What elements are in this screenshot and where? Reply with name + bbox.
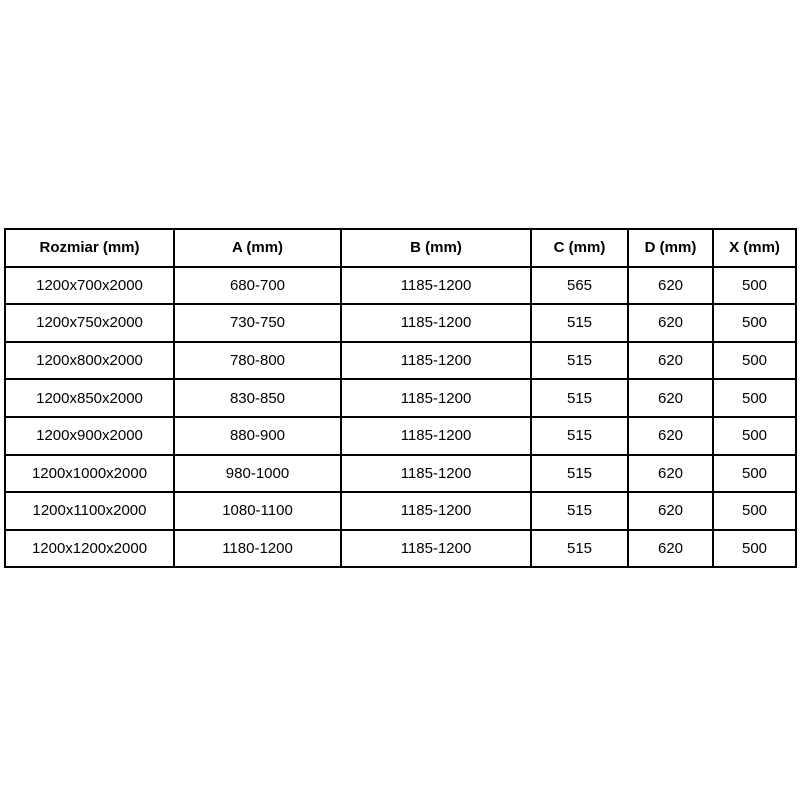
- column-header: B (mm): [341, 229, 531, 267]
- table-cell: 515: [531, 417, 628, 455]
- column-header: X (mm): [713, 229, 796, 267]
- header-row: [5, 229, 796, 267]
- table-cell: 500: [713, 379, 796, 417]
- table-cell: 500: [713, 530, 796, 568]
- table-cell: 500: [713, 267, 796, 305]
- table-cell: 980-1000: [174, 455, 341, 493]
- table-cell: 730-750: [174, 304, 341, 342]
- table-cell: 1200x900x2000: [5, 417, 174, 455]
- table-cell: 680-700: [174, 267, 341, 305]
- size-table-head: [5, 229, 796, 267]
- table-cell: 1200x850x2000: [5, 379, 174, 417]
- table-row: [5, 455, 796, 493]
- size-table: [4, 228, 797, 568]
- table-cell: 780-800: [174, 342, 341, 380]
- table-cell: 515: [531, 530, 628, 568]
- size-table-container: [4, 228, 795, 568]
- table-cell: 565: [531, 267, 628, 305]
- table-cell: 1200x1000x2000: [5, 455, 174, 493]
- column-header: C (mm): [531, 229, 628, 267]
- column-header: D (mm): [628, 229, 713, 267]
- table-row: [5, 267, 796, 305]
- table-cell: 1185-1200: [341, 417, 531, 455]
- table-cell: 500: [713, 342, 796, 380]
- table-cell: 515: [531, 492, 628, 530]
- table-cell: 1200x700x2000: [5, 267, 174, 305]
- table-row: [5, 492, 796, 530]
- table-cell: 1200x800x2000: [5, 342, 174, 380]
- table-cell: 620: [628, 492, 713, 530]
- table-cell: 620: [628, 379, 713, 417]
- table-cell: 500: [713, 455, 796, 493]
- table-cell: 1200x1200x2000: [5, 530, 174, 568]
- table-cell: 830-850: [174, 379, 341, 417]
- table-row: [5, 379, 796, 417]
- table-cell: 1180-1200: [174, 530, 341, 568]
- size-table-body: [5, 267, 796, 568]
- table-cell: 500: [713, 304, 796, 342]
- table-cell: 500: [713, 492, 796, 530]
- table-row: [5, 342, 796, 380]
- table-cell: 1185-1200: [341, 304, 531, 342]
- table-cell: 515: [531, 379, 628, 417]
- table-cell: 620: [628, 267, 713, 305]
- table-row: [5, 530, 796, 568]
- table-cell: 620: [628, 304, 713, 342]
- table-cell: 1185-1200: [341, 530, 531, 568]
- table-cell: 1200x750x2000: [5, 304, 174, 342]
- table-cell: 515: [531, 304, 628, 342]
- table-cell: 515: [531, 455, 628, 493]
- table-row: [5, 304, 796, 342]
- table-cell: 620: [628, 342, 713, 380]
- table-cell: 620: [628, 530, 713, 568]
- column-header: A (mm): [174, 229, 341, 267]
- table-cell: 1080-1100: [174, 492, 341, 530]
- table-row: [5, 417, 796, 455]
- table-cell: 620: [628, 455, 713, 493]
- table-cell: 515: [531, 342, 628, 380]
- table-cell: 1185-1200: [341, 267, 531, 305]
- table-cell: 1185-1200: [341, 342, 531, 380]
- table-cell: 1185-1200: [341, 379, 531, 417]
- column-header: Rozmiar (mm): [5, 229, 174, 267]
- table-cell: 1185-1200: [341, 455, 531, 493]
- table-cell: 620: [628, 417, 713, 455]
- table-cell: 880-900: [174, 417, 341, 455]
- table-cell: 1200x1100x2000: [5, 492, 174, 530]
- table-cell: 500: [713, 417, 796, 455]
- table-cell: 1185-1200: [341, 492, 531, 530]
